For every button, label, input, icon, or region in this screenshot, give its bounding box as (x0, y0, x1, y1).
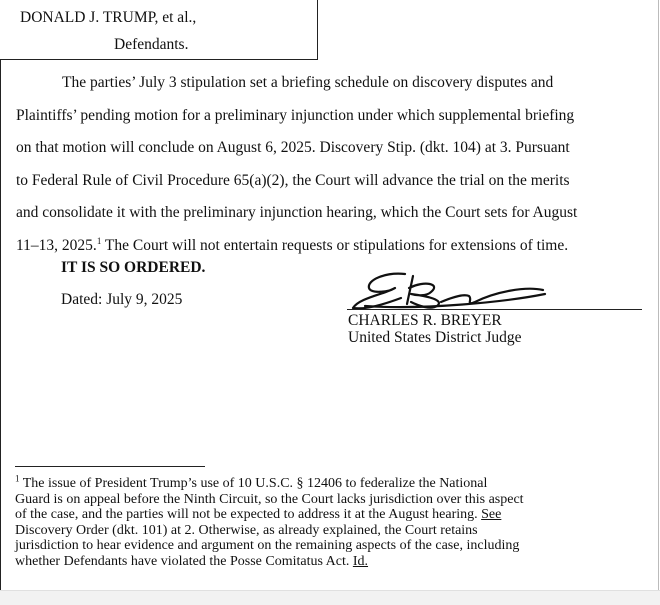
judge-signature (345, 266, 645, 314)
extension-notice: The Court will not entertain requests or stipulations for extensions of time. (101, 236, 569, 254)
footnote-line-2: Guard is on appeal before the Ninth Circuit, so the Court lacks jurisdiction over this aspect (15, 491, 524, 507)
body-line-3: on that motion will conclude on August 6, 2025. Discovery Stip. (dkt. 104) at 3. Pursuant (16, 139, 570, 156)
signature-line (347, 309, 642, 310)
order-body (16, 67, 646, 262)
left-margin-rule (0, 59, 1, 604)
judge-name: CHARLES R. BREYER (348, 312, 502, 329)
footnote-reference: 1 (96, 235, 102, 246)
footnote-1 (15, 473, 645, 570)
footnote-text-3: of the case, and the parties will not be expected to address it at the August hearing. (15, 507, 482, 523)
body-line-2: Plaintiffs’ pending motion for a preliminary injunction under which supplemental briefing (16, 106, 575, 124)
dated-line: Dated: July 9, 2025 (61, 291, 183, 308)
caption-party: DONALD J. TRUMP, et al., (20, 9, 197, 26)
id-citation-signal: Id. (352, 553, 369, 569)
footnote-text-1: The issue of President Trump’s use of 10 U.S.C. § 12406 to federalize the National (19, 476, 488, 491)
so-ordered: IT IS SO ORDERED. (61, 259, 206, 276)
footnote-line-6 (15, 554, 645, 570)
caption-role: Defendants. (114, 36, 189, 53)
footnote-text-6: whether Defendants have violated the Posse Comitatus Act. (15, 553, 353, 569)
judge-title: United States District Judge (348, 329, 522, 346)
footnote-line-4: Discovery Order (dkt. 101) at 2. Otherwise, as already explained, the Court retains (15, 522, 478, 538)
case-caption-box (0, 0, 318, 60)
body-line-5: and consolidate it with the preliminary injunction hearing, which the Court sets for August (16, 204, 578, 221)
body-line-6 (16, 230, 646, 263)
body-line-1: The parties’ July 3 stipulation set a briefing schedule on discovery disputes and (62, 74, 554, 91)
footnote-separator (15, 466, 205, 467)
footnote-line-3 (15, 507, 645, 523)
hearing-dates: 11–13, 2025. (16, 236, 97, 254)
footnote-line-5: jurisdiction to hear evidence and argument on the remaining aspects of the case, including (15, 538, 520, 554)
page-bottom-edge (0, 590, 660, 605)
body-line-4: to Federal Rule of Civil Procedure 65(a)(2), the Court will advance the trial on the merits (16, 171, 570, 189)
right-margin-rule (658, 0, 659, 604)
footnote-line-1 (15, 473, 645, 492)
footnote-marker: 1 (15, 473, 20, 484)
see-citation-signal: See (481, 507, 502, 523)
